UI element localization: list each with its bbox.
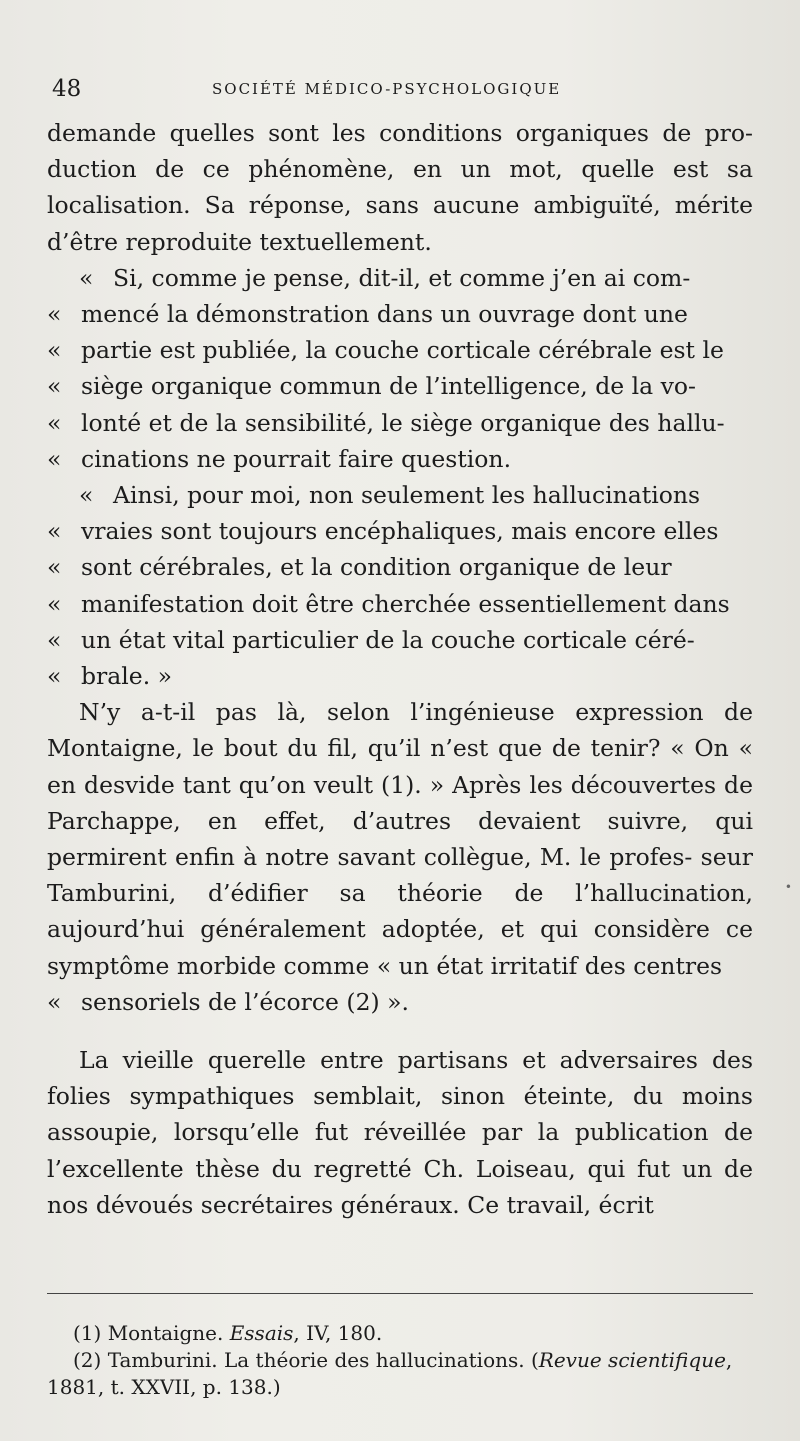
footnote-rule bbox=[47, 1293, 753, 1294]
quote-mark: « bbox=[47, 625, 62, 654]
quote-mark: « bbox=[47, 372, 62, 401]
text-line: N’y a-t-il pas là, selon l’ingénieuse expression de bbox=[79, 698, 753, 727]
text-line: folies sympathiques semblait, sinon éteinte, du moins bbox=[47, 1082, 753, 1111]
quote-mark: « bbox=[79, 263, 94, 292]
text-line: assoupie, lorsqu’elle fut réveillée par la publication de bbox=[47, 1118, 753, 1147]
text-line: duction de ce phénomène, en un mot, quelle est sa bbox=[47, 155, 753, 184]
text-line: sensoriels de l’écorce (2) ». bbox=[81, 987, 410, 1016]
text-line: lonté et de la sensibilité, le siège organique des hallu- bbox=[81, 408, 725, 437]
margin-speck-icon: • bbox=[784, 880, 792, 894]
text-line: aujourd’hui généralement adoptée, et qui considère ce bbox=[47, 915, 753, 944]
text-line: de nos dévoués secrétaires généraux. Ce travail, écrit bbox=[47, 1154, 753, 1219]
text-line: sont cérébrales, et la condition organique de leur bbox=[81, 553, 672, 582]
text-line: « en desvide tant qu’on veult (1). » Après les découvertes bbox=[47, 734, 753, 799]
text-line: vraies sont toujours encéphaliques, mais encore elles bbox=[81, 517, 719, 546]
text-line: manifestation doit être cherchée essentiellement dans bbox=[81, 589, 730, 618]
quote-mark: « bbox=[79, 481, 94, 510]
quote-mark: « bbox=[47, 662, 62, 691]
footnote-text: , bbox=[725, 1348, 733, 1372]
quote-mark: « bbox=[47, 300, 62, 329]
text-line: de Parchappe, en effet, d’autres devaient suivre, qui bbox=[47, 770, 753, 835]
footnote-2-continuation: 1881, t. XXVII, p. 138.) bbox=[47, 1375, 281, 1399]
footnotes bbox=[47, 1320, 753, 1401]
footnote-text: , IV, 180. bbox=[293, 1321, 383, 1345]
paragraph-4 bbox=[47, 694, 753, 1020]
text-line: permirent enfin à notre savant collègue, M. le profes- bbox=[47, 843, 693, 872]
text-line: localisation. Sa réponse, sans aucune ambiguïté, mérite bbox=[47, 191, 753, 220]
quote-mark: « bbox=[47, 444, 62, 473]
quote-mark: « bbox=[47, 987, 62, 1016]
text-line: brale. » bbox=[81, 662, 173, 691]
text-line: l’excellente thèse du regretté Ch. Loiseau, qui fut un bbox=[47, 1154, 713, 1183]
text-line: cinations ne pourrait faire question. bbox=[81, 444, 512, 473]
footnote-title: Revue scientifique bbox=[538, 1348, 726, 1372]
quote-mark: « bbox=[47, 408, 62, 437]
quote-mark: « bbox=[47, 336, 62, 365]
footnote-1 bbox=[47, 1320, 753, 1347]
text-line: symptôme morbide comme « un état irritatif des centres bbox=[47, 951, 723, 980]
text-line: demande quelles sont les conditions organiques de pro- bbox=[47, 119, 753, 147]
paragraph-1 bbox=[47, 115, 753, 260]
text-line: un état vital particulier de la couche corticale céré- bbox=[81, 625, 695, 654]
text-line: Montaigne, le bout du fil, qu’il n’est que de tenir? « On bbox=[47, 734, 729, 763]
text-line: d’être reproduite textuellement. bbox=[47, 227, 432, 256]
page-number: 48 bbox=[52, 76, 82, 102]
paragraph-5 bbox=[47, 1042, 753, 1223]
footnote-text: (2) Tamburini. La théorie des hallucinations. ( bbox=[73, 1348, 539, 1372]
text-line: mencé la démonstration dans un ouvrage dont une bbox=[81, 300, 688, 329]
quote-mark: « bbox=[47, 553, 62, 582]
text-line: La vieille querelle entre partisans et adversaires des bbox=[79, 1046, 753, 1075]
quote-mark: « bbox=[47, 517, 62, 546]
running-title: SOCIÉTÉ MÉDICO-PSYCHOLOGIQUE bbox=[212, 80, 562, 98]
paragraph-3-quote bbox=[47, 477, 753, 694]
paragraph-2-quote bbox=[47, 260, 753, 477]
quote-mark: « bbox=[47, 589, 62, 618]
text-line: Si, comme je pense, dit-il, et comme j’en ai com- bbox=[113, 263, 691, 292]
footnote-text: (1) Montaigne. bbox=[73, 1321, 224, 1345]
running-head bbox=[52, 76, 770, 104]
footnote-2 bbox=[47, 1347, 753, 1374]
text-line: partie est publiée, la couche corticale cérébrale est le bbox=[81, 336, 724, 365]
text-line: siège organique commun de l’intelligence, de la vo- bbox=[81, 372, 696, 401]
text-line: seur Tamburini, d’édifier sa théorie de l’hallucination, bbox=[47, 843, 753, 908]
footnote-title: Essais bbox=[229, 1321, 294, 1345]
text-line: Ainsi, pour moi, non seulement les hallucinations bbox=[113, 481, 701, 510]
body-text bbox=[47, 115, 753, 1223]
